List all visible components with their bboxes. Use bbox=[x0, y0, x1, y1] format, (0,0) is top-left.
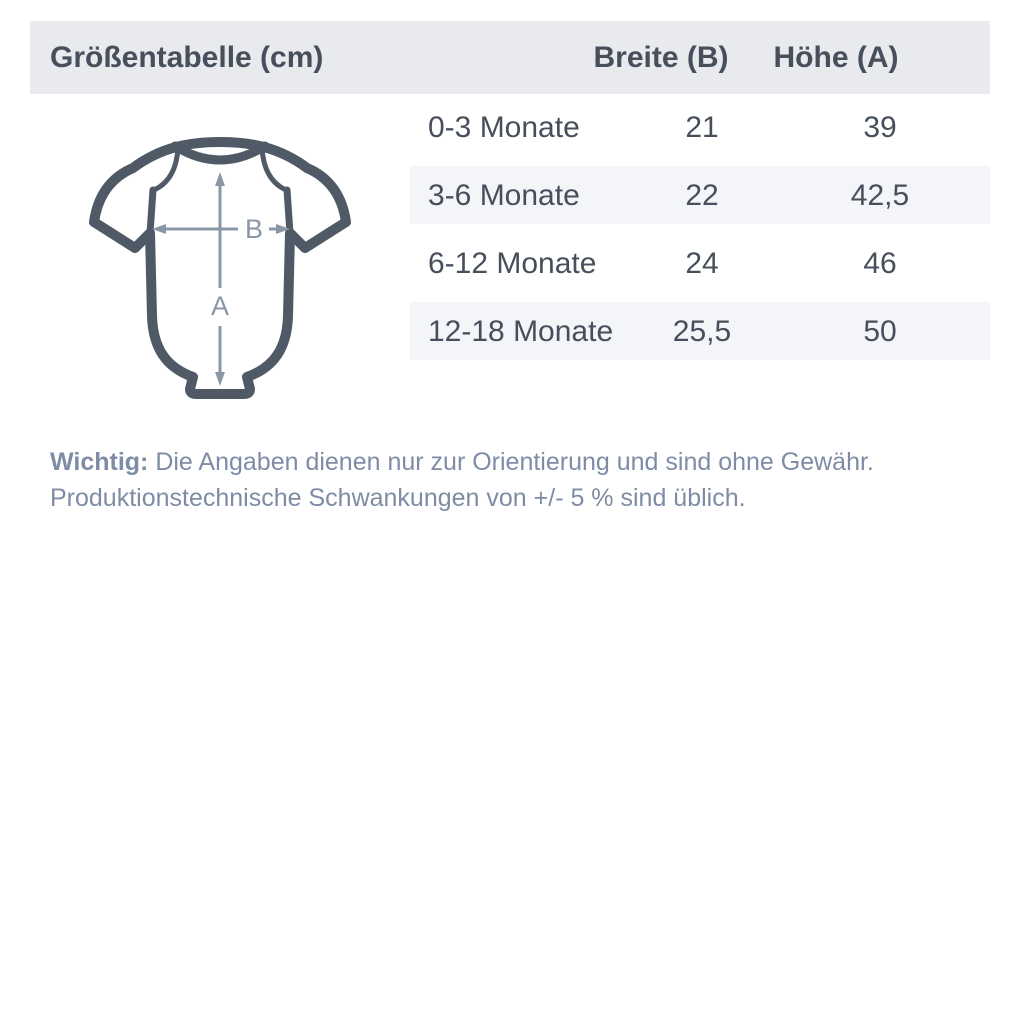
column-header-width: Breite (B) bbox=[593, 40, 729, 74]
table-row bbox=[410, 94, 990, 162]
note-emphasis: Wichtig: bbox=[50, 448, 149, 476]
size-table bbox=[410, 94, 990, 366]
table-row bbox=[410, 298, 990, 366]
size-label: 12-18 Monate bbox=[428, 315, 614, 348]
table-row bbox=[410, 162, 990, 230]
side-seam-left bbox=[150, 190, 153, 233]
side-seam-right bbox=[287, 190, 290, 233]
height-value: 50 bbox=[863, 315, 897, 348]
table-row bbox=[410, 230, 990, 298]
height-value: 42,5 bbox=[850, 179, 910, 212]
width-value: 25,5 bbox=[672, 315, 732, 348]
size-label: 6-12 Monate bbox=[428, 247, 597, 280]
width-label: B bbox=[244, 214, 264, 244]
height-value: 39 bbox=[863, 111, 897, 144]
note-line1: Die Angaben dienen nur zur Orientierung und sind ohne Gewähr. bbox=[148, 448, 874, 476]
note-line2: Produktionstechnische Schwankungen von +/- 5 % sind üblich. bbox=[50, 484, 746, 512]
table-title: Größentabelle (cm) bbox=[50, 40, 324, 74]
width-value: 21 bbox=[685, 111, 719, 144]
height-label: A bbox=[210, 291, 230, 321]
width-value: 24 bbox=[685, 247, 719, 280]
size-label: 3-6 Monate bbox=[428, 179, 580, 212]
column-header-height: Höhe (A) bbox=[773, 40, 899, 74]
table-header bbox=[30, 21, 990, 94]
baby-bodysuit-icon bbox=[88, 136, 352, 406]
size-label: 0-3 Monate bbox=[428, 111, 580, 144]
height-value: 46 bbox=[863, 247, 897, 280]
width-value: 22 bbox=[685, 179, 719, 212]
disclaimer-note bbox=[50, 444, 980, 516]
